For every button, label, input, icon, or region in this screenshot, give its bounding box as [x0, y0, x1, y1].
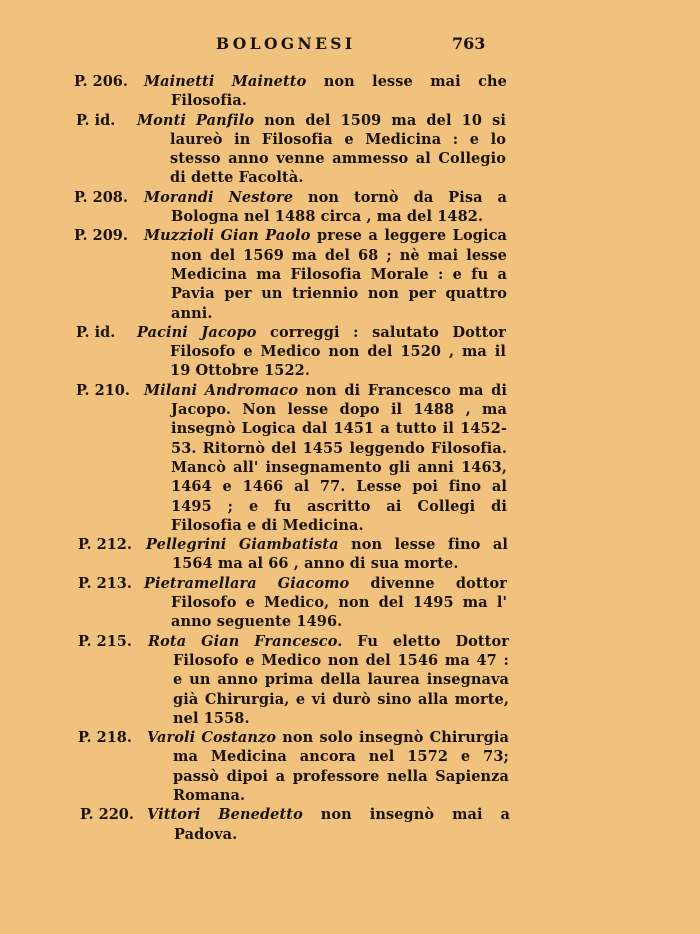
- entry-body: [144, 574, 507, 632]
- entry-text: non lesse fino al 1564 ma al 66 , anno di sua morte.: [172, 536, 508, 573]
- entry-text: non insegnò mai a Padova.: [174, 806, 510, 843]
- entry-person-name: Pacini Jacopo: [137, 323, 257, 341]
- page-number: 763: [452, 34, 486, 53]
- running-head: [0, 34, 700, 58]
- entry-page-reference: P. 209.: [74, 227, 128, 245]
- errata-entry: [0, 226, 700, 322]
- entry-person-name: Morandi Nestore: [144, 188, 294, 206]
- entry-page-reference: P. 215.: [78, 632, 132, 650]
- entry-body: [144, 72, 507, 111]
- entry-person-name: Pietramellara Giacomo: [144, 574, 350, 592]
- entry-page-reference: P. 213.: [78, 574, 132, 592]
- errata-entry: [0, 632, 700, 728]
- header-title: BOLOGNESI: [216, 34, 356, 53]
- entry-person-name: Muzzioli Gian Paolo: [144, 227, 311, 245]
- entry-body: [148, 632, 509, 728]
- entry-person-name: Rota Gian Francesco.: [148, 632, 343, 650]
- entry-page-reference: P. id.: [76, 111, 116, 129]
- entry-text: divenne dottor Filosofo e Medico, non del 1495 ma l' anno seguente 1496.: [171, 574, 507, 631]
- entry-body: [147, 805, 510, 844]
- errata-entry: [0, 72, 700, 111]
- entry-person-name: Monti Panfilo: [137, 111, 255, 129]
- errata-list: [0, 72, 700, 844]
- entry-page-reference: P. 206.: [74, 73, 128, 90]
- entry-page-reference: P. 212.: [78, 536, 132, 554]
- entry-page-reference: P. 218.: [78, 729, 132, 747]
- entry-body: [137, 323, 506, 381]
- entry-page-reference: P. id.: [76, 323, 116, 341]
- entry-person-name: Mainetti Mainetto: [144, 73, 307, 90]
- errata-entry: [0, 728, 700, 805]
- entry-page-reference: P. 220.: [80, 806, 134, 824]
- entry-body: [147, 728, 509, 805]
- entry-body: [144, 381, 507, 535]
- entry-text: non solo insegnò Chirurgia ma Medicina ancora nel 1572 e 73; passò dipoi a professore nella Sapienza Romana.: [173, 729, 509, 804]
- errata-entry: [0, 574, 700, 632]
- entry-body: [144, 188, 507, 227]
- errata-entry: [0, 805, 700, 844]
- entry-text: Fu eletto Dottor Filosofo e Medico non del 1546 ma 47 : e un anno prima della laurea insegnava già Chirurgia, e vi durò sino alla morte, nel 1558.: [173, 632, 509, 727]
- errata-entry: [0, 111, 700, 188]
- entry-body: [146, 535, 508, 574]
- errata-entry: [0, 188, 700, 227]
- entry-person-name: Pellegrini Giambatista: [146, 536, 339, 554]
- entry-text: non di Francesco ma di Jacopo. Non lesse dopo il 1488 , ma insegnò Logica dal 1451 a tutto il 1452-53. Ritornò del 1455 leggendo Filosofia. Mancò all' insegnamento gli anni 1463, 1464 e 1466 al 77. Lesse poi fino al 1495 ; e fu ascritto ai Collegi di Filosofia e di Medicina.: [171, 381, 507, 534]
- entry-person-name: Vittori Benedetto: [147, 806, 303, 824]
- entry-person-name: Milani Andromaco: [144, 381, 299, 399]
- errata-entry: [0, 535, 700, 574]
- errata-entry: [0, 381, 700, 535]
- entry-text: correggi : salutato Dottor Filosofo e Medico non del 1520 , ma il 19 Ottobre 1522.: [170, 323, 506, 380]
- entry-page-reference: P. 208.: [74, 188, 128, 206]
- entry-person-name: Varoli Costanzo: [147, 729, 277, 747]
- entry-text: non lesse mai che Filosofia.: [171, 73, 507, 110]
- entry-body: [137, 111, 506, 188]
- errata-entry: [0, 323, 700, 381]
- entry-page-reference: P. 210.: [76, 381, 130, 399]
- entry-body: [144, 226, 508, 322]
- entry-text: prese a leggere Logica non del 1569 ma del 68 ; nè mai lesse Medicina ma Filosofia Morale : e fu a Pavia per un triennio non per quattro anni.: [171, 227, 508, 322]
- entry-text: non del 1509 ma del 10 si laureò in Filosofia e Medicina : e lo stesso anno venne ammesso al Collegio di dette Facoltà.: [170, 111, 506, 187]
- entry-text: non tornò da Pisa a Bologna nel 1488 circa , ma del 1482.: [171, 188, 507, 226]
